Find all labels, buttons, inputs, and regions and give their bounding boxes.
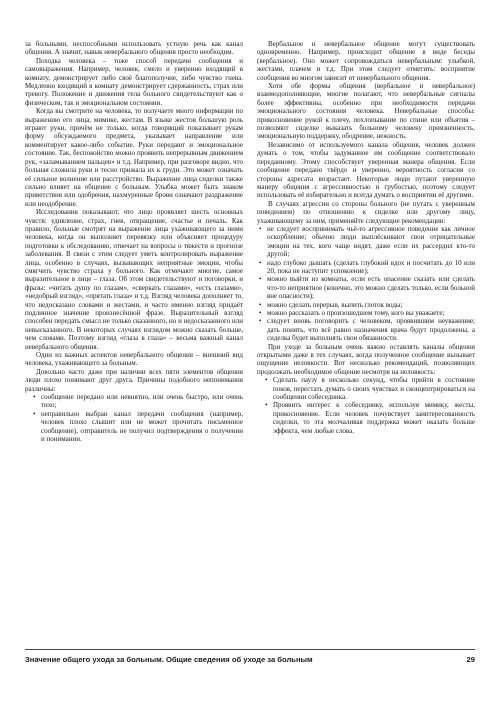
bullet-list bbox=[257, 376, 475, 435]
list-item: • следует вновь поговорить с человеком, проявившим неуважение; дать понять, что всё равно назначения врача будут продолжены, а сиделка будет выполнять свои обязанности. bbox=[259, 317, 475, 343]
bullet-icon: • bbox=[265, 376, 268, 385]
paragraph: Хотя обе формы общения (вербальное и невербальное) взаимодополняющие, многие полагают, что невербальные сигналы более эффективны, особенно при необходимости передачи эмоционального состояния человека. Невербальные способы: прикосновение рукой к плечу, похлопывание по спине или объятия – позволяют сиделке выказать больному человеку приязненность, эмоциональную поддержку, ободрение, нежность. bbox=[257, 82, 475, 141]
left-column bbox=[25, 40, 243, 444]
paragraph: Походка человека – тоже способ передачи сообщения и самовыражения. Например, человек, смело и уверенно входящий в комнату, демонстрирует либо своё благополучие, либо чувство гнева. Медленно входящий в комнату демонстрирует сдержанность, страх или тревогу. Положение и движения тела больного свидетельствуют как о физическом, так и эмоциональном состоянии. bbox=[25, 56, 243, 107]
page-number: 29 bbox=[466, 654, 475, 664]
list-item: • сообщение передано или невнятно, или очень быстро, или очень тихо; bbox=[33, 393, 243, 410]
list-item: • Проявить интерес к собеседнику, используя мимику, жесты, прикосновение. Если человек почувствует заинтересованность сиделки, то эта молчаливая поддержка может оказать больше эффекта, чем любые слова. bbox=[265, 401, 475, 435]
text-columns bbox=[25, 40, 475, 444]
paragraph: за больными, неспособными использовать устную речь как канал общения. А значит, навык невербального общения просто необходим. bbox=[25, 40, 243, 57]
bullet-list bbox=[257, 225, 475, 343]
list-item: • неправильно выбран канал передачи сообщения (например, человек плохо слышит или не может прочитать письменное сообщение), отправитель не получил подтверждения о получении и понимании. bbox=[33, 409, 243, 444]
list-item: • не следует воспринимать чьё-то агрессивное поведение как личное оскорбление; обычно люди выплёскивают свои отрицательные эмоции на тех, кого чаще видят, даже если их рассердил кто-то другой; bbox=[259, 224, 475, 259]
list-item: • можно рассказать о произошедшем тому, кого вы уважаете; bbox=[259, 309, 445, 317]
bullet-icon: • bbox=[259, 275, 262, 284]
paragraph: Исследования показывают, что лицо проявляет шесть основных чувств: удивление, страх, гнев, отвращение, счастье и печаль. Как правило, больные смотрят на выражение лица ухаживающего за ними человека, когда он выполняет перевязку или объясняет процедуру подготовки к обследованию, отвечает на вопросы о тяжести и прогнозе заболевания. В связи с этим следует уметь контролировать выражение лица, особенно в случаях, вызывающих неприятные эмоции, чтобы смягчить чувство страха у больного. Как отмечают многие, самое выразительное в лице – глаза. Об этом свидетельствуют и поговорки, и фразы: «читать душу по глазам», «сверкать глазами», «есть глазами», «недобрый взгляд», «прятать глаза» и т.д. Взгляд человека дополняет то, что недосказано словами и жестами, и часто именно взгляд придаёт подлинное значение произнесённой фразе. Выразительный взгляд способен передать смысл не только сказанного, но и недосказанного или невысказанного. В некоторых случаях взглядом можно сказать больше, чем словами. Поэтому взгляд «глаза в глаза» – весьма важный канал невербального общения. bbox=[25, 208, 243, 351]
list-item: • можно сделать перерыв, выпить глоток воды; bbox=[259, 300, 403, 309]
bullet-icon: • bbox=[265, 401, 268, 410]
paragraph: В случаях агрессии со стороны больного (не путать с уверенным поведением) по отношению к сиделке или другому лицу, ухаживающему за ним, применяйте следующие рекомендации: bbox=[257, 199, 475, 225]
page-footer bbox=[25, 649, 475, 668]
paragraph: Довольно часто даже при наличии всех пяти элементов общения люди плохо понимают друг друга. Причины подобного непонимания различны: bbox=[25, 367, 243, 393]
list-item: • Сделать паузу в несколько секунд, чтобы прийти в состояние покоя, перестать думать о своих чувствах и сконцентрироваться на сообщении собеседника. bbox=[265, 376, 475, 402]
paragraph: Когда вы смотрите на человека, то получаете много информации по выражению его лица, мимике, жестам. В языке жестов большую роль играют руки, причём не только, когда говорящий показывает рукам форму обсуждаемого предмета, указывает направление или комментирует какое-либо событие. Руки передают и эмоциональное состояние. Так, беспокойство можно проявить непрерывным движением рук, «заламыванием пальцев» и т.д. Например, при разговоре видно, что больная сложила руки и тесно прижала их к груди. Это может означать её сильное волнение или расстройство. Выражение лица сиделки также сильно влияет на общение с больным. Улыбка может быть знаком приветствия или одобрения, нахмуренные брови означают раздражение или неодобрение. bbox=[25, 107, 243, 208]
running-title: Значение общего ухода за больным. Общие сведения об уходе за больным bbox=[25, 654, 313, 664]
right-column bbox=[257, 40, 475, 444]
list-item: • можно выйти из комнаты, если есть опасение сказать или сделать что-то неприятное (конечно, это можно сделать только, если больной вне опасности); bbox=[259, 275, 475, 301]
bullet-icon: • bbox=[259, 309, 262, 317]
bullet-icon: • bbox=[259, 224, 262, 233]
bullet-icon: • bbox=[259, 300, 262, 309]
bullet-list bbox=[25, 393, 243, 443]
list-item: • надо глубоко дышать (сделать глубокий вдох и посчитать до 10 или 20, пока не наступит успокоение); bbox=[259, 258, 475, 275]
bullet-icon: • bbox=[259, 258, 262, 267]
paragraph: При уходе за больным очень важно оставлять каналы общения открытыми даже в тех случаях, когда полученное сообщение вызывает ощущение неловкости. Вот несколько рекомендаций, позволяющих продолжать необходимое общение несмотря на неловкость: bbox=[257, 342, 475, 376]
paragraph: Независимо от используемого канала общения, человек должен думать о том, чтобы задуманное им сообщение соответствовало переданному. Этому способствует уверенная манера общения. Если сообщение передано твёрдо и уверенно, вероятность согласия со стороны адресата возрастает. Некоторые люди путают уверенную манеру общения с агрессивностью и грубостью, поэтому следует использовать её избирательно и всегда думать о восприятии её другими. bbox=[257, 140, 475, 200]
paragraph: Вербальное и невербальное общение могут существовать одновременно. Например, происходит общение в виде беседы (вербальное). Оно может сопровождаться невербальным: улыбкой, жестами, плачем и т.д. При этом следует отметить: восприятие сообщения во многом зависит от невербального общения. bbox=[257, 40, 475, 82]
bullet-icon: • bbox=[33, 393, 36, 402]
paragraph: Один из важных аспектов невербального общения – внешний вид человека, ухаживающего за больным. bbox=[25, 351, 243, 368]
bullet-icon: • bbox=[259, 317, 262, 326]
bullet-icon: • bbox=[33, 409, 36, 418]
